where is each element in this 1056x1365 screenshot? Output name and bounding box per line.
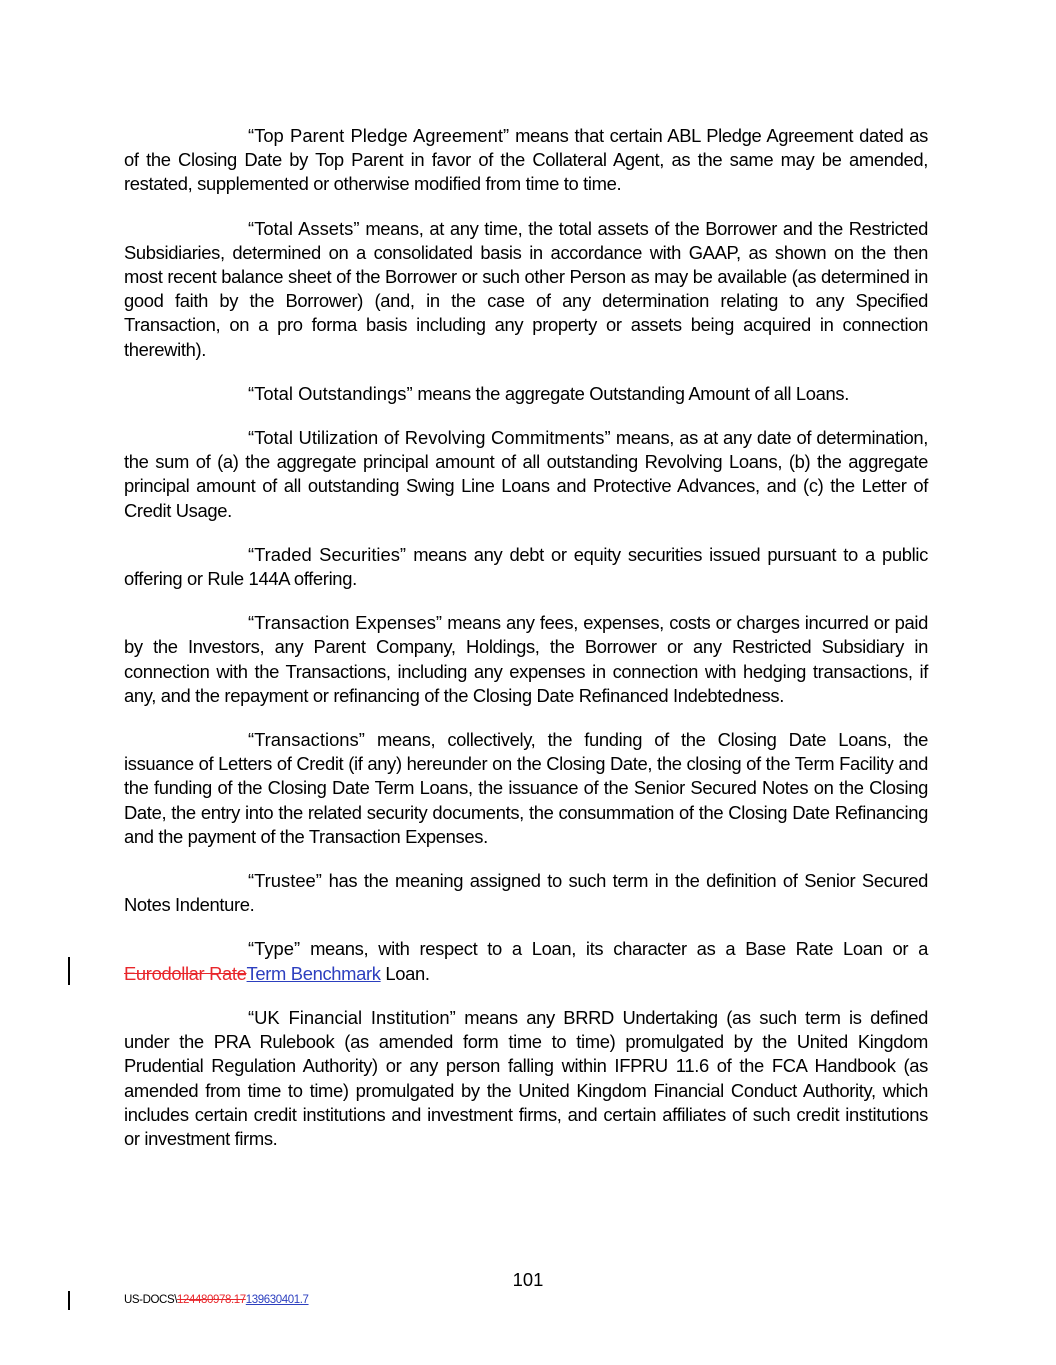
definition-text: Loan. xyxy=(380,962,430,984)
definition-transaction-expenses xyxy=(124,611,928,708)
document-id-footer xyxy=(124,1294,309,1306)
definition-text: means any BRRD Undertaking (as such term is defined under the PRA Rulebook (as amended form time to time) promulgated by the United Kingdom Prudential Regulation Authority) or any person falling within IFPRU 11.6 of the FCA Handbook (as amended from time to time) promulgated by the United Kingdom Financial Conduct Authority, which includes certain credit institutions and investment firms, and certain affiliates of such credit institutions or investment firms. xyxy=(124,1006,928,1149)
definition-text: means the aggregate Outstanding Amount of all Loans. xyxy=(412,382,849,404)
definition-top-parent-pledge-agreement xyxy=(124,124,928,197)
defined-term: “Total Utilization of Revolving Commitments” xyxy=(248,427,611,449)
defined-term: “Transaction Expenses” xyxy=(248,612,443,634)
definition-trustee xyxy=(124,869,928,917)
inserted-doc-id: 139630401.7 xyxy=(245,1294,309,1306)
definition-text: means, collectively, the funding of the Closing Date Loans, the issuance of Letters of Credit (if any) hereunder on the Closing Date, the closing of the Term Facility and the funding of the Closing Date Term Loans, the issuance of the Senior Secured Notes on the Closing Date, the entry into the related security documents, the consummation of the Closing Date Refinancing and the payment of the Transaction Expenses. xyxy=(124,729,928,847)
definition-total-assets xyxy=(124,217,928,362)
change-bar-type-definition xyxy=(68,957,70,985)
inserted-text: Term Benchmark xyxy=(246,962,381,984)
defined-term: “Total Assets” xyxy=(248,217,360,239)
defined-term: “Traded Securities” xyxy=(248,543,407,565)
definition-text: means any fees, expenses, costs or charges incurred or paid by the Investors, any Parent Company, Holdings, the Borrower or any Restricted Subsidiary in connection with the Transactions, including any expenses in connection with hedging transactions, if any, and the repayment or refinancing of the Closing Date Refinanced Indebtedness. xyxy=(124,612,928,706)
definition-transactions xyxy=(124,728,928,849)
definition-text: has the meaning assigned to such term in the definition of Senior Secured Notes Indenture. xyxy=(124,870,928,916)
deleted-text: Eurodollar Rate xyxy=(124,962,247,984)
document-body xyxy=(124,124,928,1171)
definition-text: means that certain ABL Pledge Agreement dated as of the Closing Date by Top Parent in favor of the Collateral Agent, as the same may be amended, restated, supplemented or otherwise modified from time to time. xyxy=(124,125,929,195)
deleted-doc-id: 124480978.17 xyxy=(177,1294,246,1306)
definition-text: means, with respect to a Loan, its character as a Base Rate Loan or a xyxy=(300,938,928,960)
definition-text: basis including any property or assets being acquired in connection therewith). xyxy=(124,314,928,360)
defined-term: “Top Parent Pledge Agreement” xyxy=(248,125,510,146)
definition-traded-securities xyxy=(124,543,928,591)
defined-term: “UK Financial Institution” xyxy=(248,1006,456,1028)
defined-term: “Transactions” xyxy=(248,729,365,751)
footer-prefix: US-DOCS\ xyxy=(124,1294,178,1306)
change-bar-footer xyxy=(68,1291,70,1310)
defined-term: “Total Outstandings” xyxy=(248,382,413,404)
defined-term: “Trustee” xyxy=(248,870,322,892)
definition-uk-financial-institution xyxy=(124,1006,928,1151)
page-number: 101 xyxy=(512,1269,544,1290)
italic-emphasis: pro forma xyxy=(277,314,357,336)
definition-total-utilization xyxy=(124,426,928,523)
definition-text: means, as at any date of determination, the sum of (a) the aggregate principal amount of all outstanding Revolving Loans, (b) the aggregate principal amount of all outstanding Swing Line Loans and Protective Advances, and (c) the Letter of Credit Usage. xyxy=(124,427,928,521)
definition-type xyxy=(124,937,928,985)
definition-total-outstandings xyxy=(124,382,928,406)
defined-term: “Type” xyxy=(248,938,301,960)
definition-text: means any debt or equity securities issued pursuant to a public offering or Rule 144A offering. xyxy=(124,543,928,590)
definition-text: means, at any time, the total assets of the Borrower and the Restricted Subsidiaries, determined on a consolidated basis in accordance with GAAP, as shown on the then most recent balance sheet of the Borrower or such other Person as may be available (as determined in good faith by the Borrower) (and, in the case of any determination relating to any Specified Transaction, on a xyxy=(124,217,928,336)
